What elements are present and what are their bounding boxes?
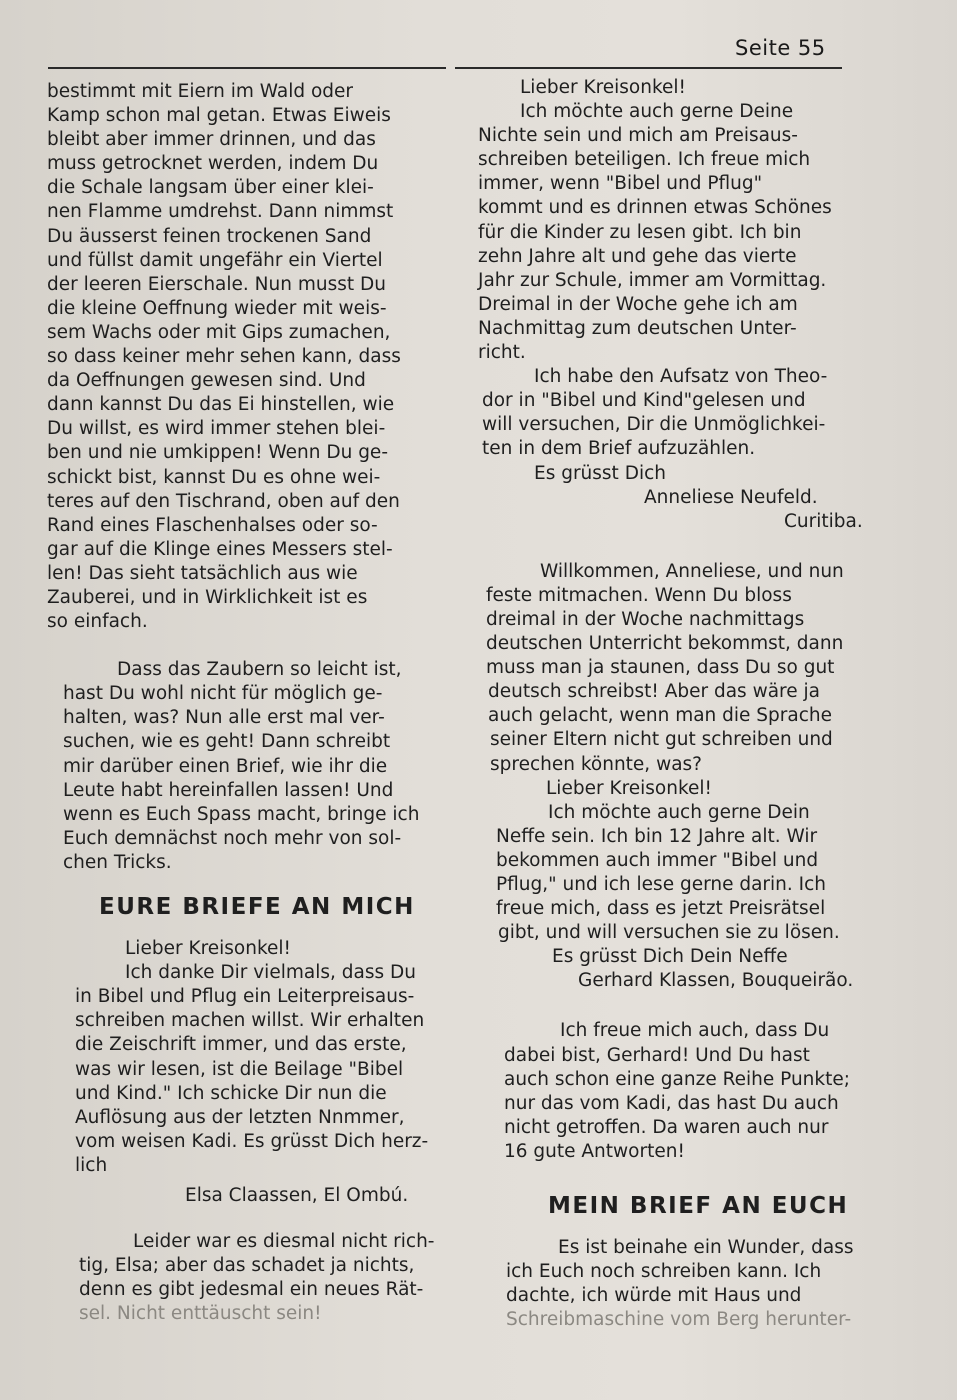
section-heading-eure-briefe: EURE BRIEFE AN MICH <box>99 894 415 920</box>
text-line: will versuchen, Dir die Unmöglichkei- <box>482 414 826 436</box>
signature-elsa: Elsa Claassen, El Ombú. <box>185 1185 409 1207</box>
text-line: so dass keiner mehr sehen kann, dass <box>47 346 401 368</box>
text-line: Lieber Kreisonkel! <box>520 77 686 98</box>
text-line: die kleine Oeffnung wieder mit weis- <box>47 297 387 319</box>
text-line: Leider war es diesmal nicht rich- <box>133 1231 435 1253</box>
text-line: Pflug," und ich lese gerne darin. Ich <box>496 874 827 895</box>
text-line: der leeren Eierschale. Nun musst Du <box>47 273 386 295</box>
signature-anneliese: Anneliese Neufeld. <box>644 486 818 508</box>
text-line: vom weisen Kadi. Es grüsst Dich herz- <box>75 1130 429 1152</box>
text-line: deutschen Unterricht bekommst, dann <box>486 633 844 655</box>
reply-gerhard <box>478 1019 883 1164</box>
spacer <box>47 919 457 937</box>
paragraph-egg-trick <box>47 80 457 634</box>
text-line: die Zeischrift immer, und das erste, <box>75 1034 407 1056</box>
header-rule-left <box>48 67 446 69</box>
text-line: ich Euch noch schreiben kann. Ich <box>506 1261 822 1283</box>
text-line: dabei bist, Gerhard! Und Du hast <box>504 1044 810 1066</box>
text-line: bleibt aber immer drinnen, und das <box>47 129 376 151</box>
text-line: Kamp schon mal getan. Etwas Eiweis <box>47 105 391 127</box>
text-line: Lieber Kreisonkel! <box>125 938 291 960</box>
spacer <box>478 993 883 1019</box>
text-line: 16 gute Antworten! <box>504 1140 685 1162</box>
text-line: mir darüber einen Brief, wie ihr die <box>63 755 388 777</box>
letter-anneliese <box>478 76 883 534</box>
text-line: denn es gibt jedesmal ein neues Rät- <box>79 1279 424 1301</box>
spacer <box>478 1218 883 1236</box>
text-line: muss getrocknet werden, indem Du <box>47 153 379 175</box>
text-line: tig, Elsa; aber das schadet ja nichts, <box>79 1255 415 1277</box>
text-line: Auflösung aus der letzten Nnmmer, <box>75 1106 405 1128</box>
text-line: hast Du wohl nicht für möglich ge- <box>63 683 383 705</box>
text-line: Dreimal in der Woche gehe ich am <box>478 293 798 315</box>
text-line: teres auf den Tischrand, oben auf den <box>47 490 400 512</box>
section-heading-mein-brief: MEIN BRIEF AN EUCH <box>548 1193 849 1220</box>
text-line: ben und nie umkippen! Wenn Du ge- <box>47 442 388 464</box>
spacer <box>47 634 457 658</box>
reply-anneliese <box>478 560 883 777</box>
text-line: Es grüsst Dich Dein Neffe <box>552 946 788 968</box>
text-line: seiner Eltern nicht gut schreiben und <box>490 729 833 751</box>
spacer <box>478 534 883 560</box>
text-line: immer, wenn "Bibel und Pflug" <box>478 173 763 195</box>
signature-place-curitiba: Curitiba. <box>784 510 863 532</box>
text-line: sprechen könnte, was? <box>490 753 702 775</box>
text-line: Du willst, es wird immer stehen blei- <box>47 418 386 440</box>
letter-elsa <box>47 937 457 1208</box>
text-line: Es ist beinahe ein Wunder, dass <box>558 1237 854 1259</box>
text-line: nen Flamme umdrehst. Dann nimmst <box>47 201 394 223</box>
spacer <box>478 1164 883 1194</box>
text-line: Euch demnächst noch mehr von sol- <box>63 827 402 849</box>
text-line: kommt und es drinnen etwas Schönes <box>478 197 832 219</box>
text-line: richt. <box>478 342 526 364</box>
text-line: Schreibmaschine vom Berg herunter- <box>506 1309 852 1331</box>
text-line: dann kannst Du das Ei hinstellen, wie <box>47 394 395 416</box>
text-line: lich <box>75 1154 108 1176</box>
text-line: nur das vom Kadi, das hast Du auch <box>504 1092 839 1114</box>
text-line: Rand eines Flaschenhalses oder so- <box>47 514 378 536</box>
text-line: gar auf die Klinge eines Messers stel- <box>47 538 393 560</box>
text-line: Ich möchte auch gerne Deine <box>520 101 794 123</box>
letter-gerhard <box>478 777 883 994</box>
text-line: zehn Jahre alt und gehe das vierte <box>478 245 797 267</box>
text-line: was wir lesen, ist die Beilage "Bibel <box>75 1058 404 1080</box>
text-line: Willkommen, Anneliese, und nun <box>540 560 844 582</box>
text-line: Nichte sein und mich am Preisaus- <box>478 125 798 147</box>
text-line: halten, was? Nun alle erst mal ver- <box>63 707 385 729</box>
text-line: nicht getroffen. Da waren auch nur <box>504 1116 829 1138</box>
text-line: Jahr zur Schule, immer am Vormittag. <box>478 269 827 291</box>
text-line: feste mitmachen. Wenn Du bloss <box>486 584 792 606</box>
text-line: Leute habt hereinfallen lassen! Und <box>63 779 394 801</box>
text-line: sem Wachs oder mit Gips zumachen, <box>47 321 391 343</box>
text-line: auch schon eine ganze Reihe Punkte; <box>504 1068 850 1090</box>
header-rule-right <box>455 67 842 69</box>
text-line: sel. Nicht enttäuscht sein! <box>79 1303 322 1325</box>
spacer <box>47 875 457 895</box>
text-line: so einfach. <box>47 611 148 633</box>
text-line: Ich möchte auch gerne Dein <box>548 801 810 823</box>
page-number: Seite 55 <box>735 36 826 60</box>
text-line: len! Das sieht tatsächlich aus wie <box>47 562 358 584</box>
text-line: Ich freue mich auch, dass Du <box>560 1020 830 1042</box>
text-line: schreiben machen willst. Wir erhalten <box>75 1010 425 1032</box>
text-line: für die Kinder zu lesen gibt. Ich bin <box>478 221 802 243</box>
text-line: da Oeffnungen gewesen sind. Und <box>47 370 366 392</box>
text-line: Ich habe den Aufsatz von Theo- <box>534 366 828 388</box>
text-line: Ich danke Dir vielmals, dass Du <box>125 962 416 984</box>
paragraph-invitation <box>47 658 457 875</box>
text-line: gibt, und will versuchen sie zu lösen. <box>498 922 840 944</box>
text-line: Nachmittag zum deutschen Unter- <box>478 317 797 339</box>
text-line: schickt bist, kannst Du es ohne wei- <box>47 466 381 488</box>
text-line: freue mich, dass es jetzt Preisrätsel <box>496 898 826 920</box>
text-line: suchen, wie es geht! Dann schreibt <box>63 731 391 753</box>
text-line: Lieber Kreisonkel! <box>546 777 712 799</box>
text-line: dachte, ich würde mit Haus und <box>506 1285 802 1307</box>
text-line: in Bibel und Pflug ein Leiterpreisaus- <box>75 986 415 1008</box>
paragraph-closing <box>478 1236 883 1332</box>
signature-gerhard: Gerhard Klassen, Bouqueirão. <box>578 970 854 992</box>
spacer <box>47 1208 457 1230</box>
text-line: chen Tricks. <box>63 851 172 873</box>
text-line: deutsch schreibst! Aber das wäre ja <box>488 681 820 703</box>
left-column <box>47 80 457 1327</box>
text-line: bekommen auch immer "Bibel und <box>496 849 819 871</box>
text-line: dor in "Bibel und Kind"gelesen und <box>482 390 806 412</box>
text-line: die Schale langsam über einer klei- <box>47 177 374 199</box>
reply-elsa <box>47 1230 457 1326</box>
text-line: schreiben beteiligen. Ich freue mich <box>478 149 811 171</box>
text-line: ten in dem Brief aufzuzählen. <box>482 438 756 460</box>
text-line: und Kind." Ich schicke Dir nun die <box>75 1082 387 1104</box>
right-column <box>478 76 883 1333</box>
text-line: Neffe sein. Ich bin 12 Jahre alt. Wir <box>496 825 818 847</box>
text-line: und füllst damit ungefähr ein Viertel <box>47 249 383 271</box>
text-line: bestimmt mit Eiern im Wald oder <box>47 81 354 102</box>
text-line: Dass das Zaubern so leicht ist, <box>117 659 402 681</box>
text-line: wenn es Euch Spass macht, bringe ich <box>63 803 420 825</box>
text-line: muss man ja staunen, dass Du so gut <box>486 657 835 679</box>
text-line: Zauberei, und in Wirklichkeit ist es <box>47 586 368 608</box>
text-line: Es grüsst Dich <box>534 462 666 484</box>
text-line: auch gelacht, wenn man die Sprache <box>488 705 833 727</box>
text-line: Du äusserst feinen trockenen Sand <box>47 225 372 247</box>
text-line: dreimal in der Woche nachmittags <box>486 608 805 630</box>
